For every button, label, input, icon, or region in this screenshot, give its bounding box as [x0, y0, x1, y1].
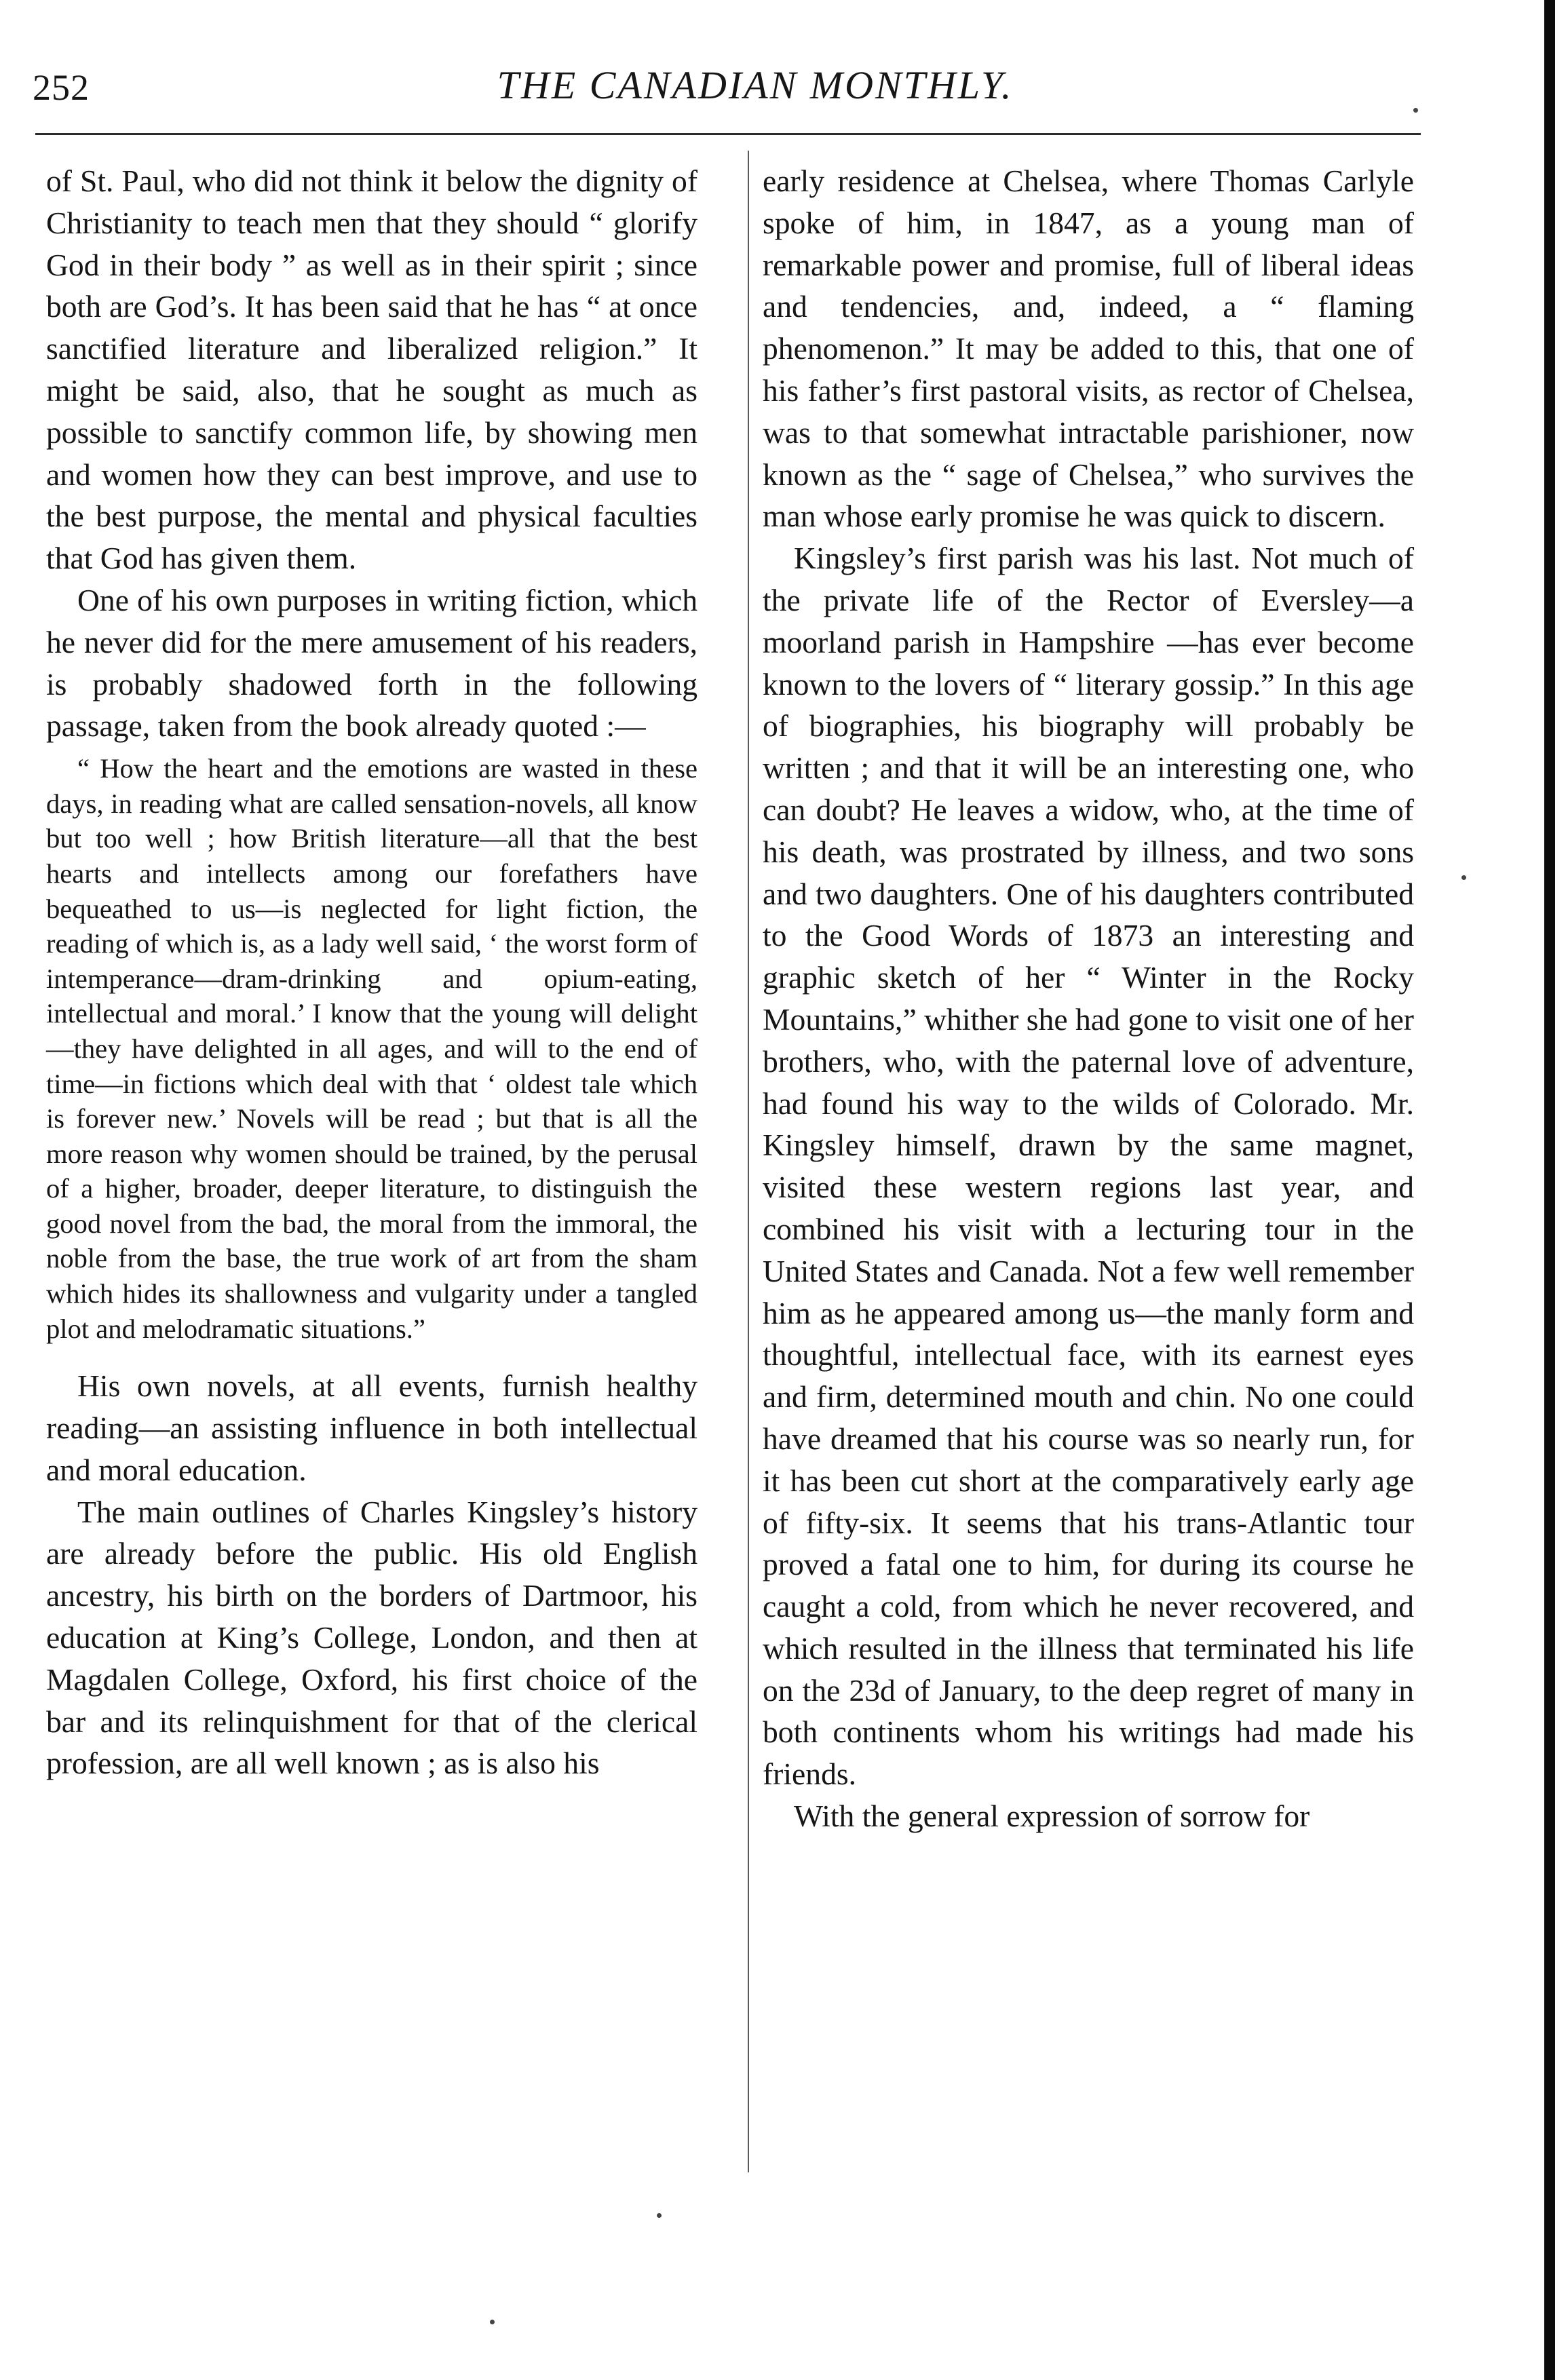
right-column [763, 160, 1414, 1837]
right-paragraph-3: With the general expression of sorrow for [794, 1799, 1310, 1834]
left-paragraph-2: One of his own purposes in writing fiction, which he never did for the mere amusement of his readers, is probably shadowed forth in the following passage, taken from the book already quoted :— [46, 582, 697, 744]
block-quote: “ How the heart and the emotions are wasted in these days, in reading what are called sensation-novels, all know but too well ; how British literature—all that the best hearts and intellects among our forefathers have bequeathed to us—is neglected for light fiction, the reading of which is, as a lady well said, ‘ the worst form of intemperance—dram-drinking and opium-eating, intellectual and moral.’ I know that the young will delight—they have delighted in all ages, and will to the end of time—in fictions which deal with that ‘ oldest tale which is forever new.’ Novels will be read ; but that is all the more reason why women should be trained, by the perusal of a higher, broader, deeper literature, to distinguish the good novel from the bad, the moral from the immoral, the noble from the base, the true work of art from the sham which hides its shallowness and vulgarity under a tangled plot and melodramatic situations.” [46, 753, 697, 1344]
left-paragraph-4: The main outlines of Charles Kingsley’s history are already before the public. His old English ancestry, his birth on the borders of Dartmoor, his education at King’s College, London, and then at Magdalen College, Oxford, his first choice of the bar and its relinquishment for that of the clerical profession, are all well known ; as is also his [46, 1494, 697, 1781]
speck-mark [657, 2213, 662, 2218]
left-paragraph-3: His own novels, at all events, furnish healthy reading—an assisting influence in both intellectual and moral education. [46, 1368, 697, 1487]
page-header [33, 62, 1457, 117]
speck-mark [1461, 875, 1466, 880]
speck-mark [1413, 108, 1418, 113]
running-title: THE CANADIAN MONTHLY. [497, 63, 1014, 107]
right-paragraph-1: early residence at Chelsea, where Thomas Carlyle spoke of him, in 1847, as a young man of remarkable power and promise, full of liberal ideas and tendencies, and, indeed, a “ flaming phenomenon.” It may be added to this, that one of his father’s first pastoral visits, as rector of Chelsea, was to that somewhat intractable parishioner, now known as the “ sage of Chelsea,” who survives the man whose early promise he was quick to discern. [763, 164, 1414, 534]
header-rule [35, 133, 1421, 135]
left-column [46, 160, 697, 1784]
speck-mark [490, 2320, 495, 2324]
page-number: 252 [33, 67, 90, 108]
scan-edge-bar [1544, 0, 1555, 2380]
right-paragraph-2: Kingsley’s first parish was his last. Not much of the private life of the Rector of Eversley—a moorland parish in Hampshire —has ever become known to the lovers of “ literary gossip.” In this age of biographies, his biography will probably be written ; and that it will be an interesting one, who can doubt? He leaves a widow, who, at the time of his death, was prostrated by illness, and two sons and two daughters. One of his daughters contributed to the Good Words of 1873 an interesting and graphic sketch of her “ Winter in the Rocky Mountains,” whither she had gone to visit one of her brothers, who, with the paternal love of adventure, had found his way to the wilds of Colorado. Mr. Kingsley himself, drawn by the same magnet, visited these western regions last year, and combined his visit with a lecturing tour in the United States and Canada. Not a few well remember him as he appeared among us—the manly form and thoughtful, intellectual face, with its earnest eyes and firm, determined mouth and chin. No one could have dreamed that his course was so nearly run, for it has been cut short at the comparatively early age of fifty-six. It seems that his trans-Atlantic tour proved a fatal one to him, for during its course he caught a cold, from which he never recovered, and which resulted in the illness that terminated his life on the 23d of January, to the deep regret of many in both continents whom his writings had made his friends. [763, 541, 1414, 1792]
column-divider [748, 151, 749, 2172]
left-paragraph-1: of St. Paul, who did not think it below the dignity of Christianity to teach men that they should “ glorify God in their body ” as well as in their spirit ; since both are God’s. It has been said that he has “ at once sanctified literature and liberalized religion.” It might be said, also, that he sought as much as possible to sanctify common life, by showing men and women how they can best improve, and use to the best purpose, the mental and physical faculties that God has given them. [46, 164, 697, 576]
